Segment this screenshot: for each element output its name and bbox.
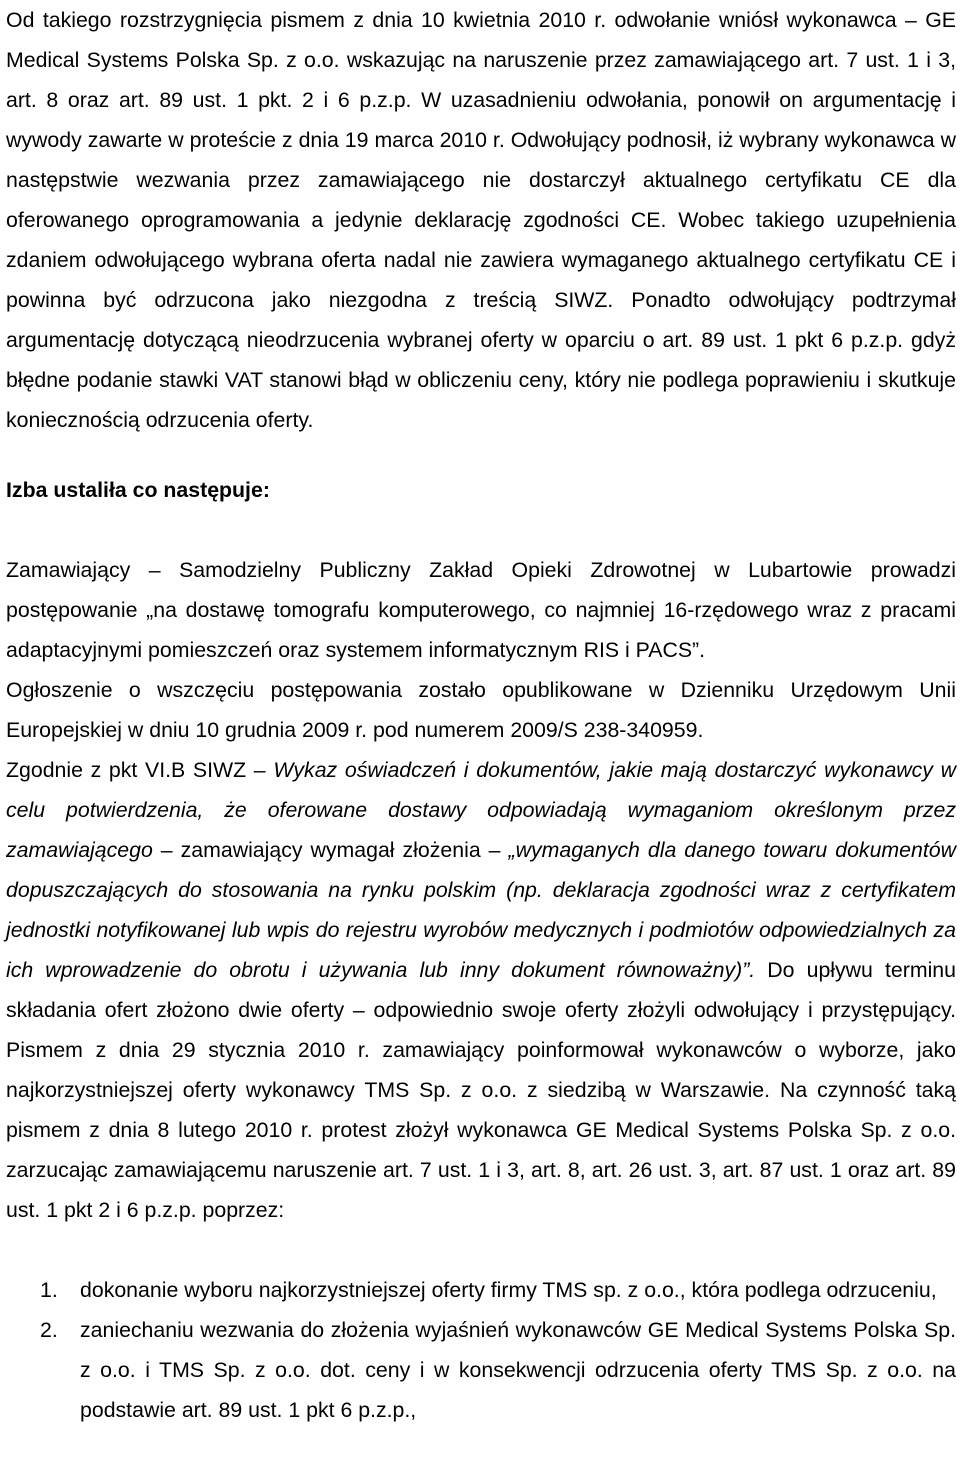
list-item-text: zaniechaniu wezwania do złożenia wyjaśnień wykonawców GE Medical Systems Polska Sp. z o.o. i TMS Sp. z o.o. dot. ceny i w konsekwencji odrzucenia oferty TMS Sp. z o.o. na podstawie art. 89 ust. 1 pkt 6 p.z.p., bbox=[80, 1318, 956, 1422]
list-item-number: 2. bbox=[40, 1318, 58, 1342]
siwz-quote-italic: „wymaganych dla danego towaru dokumentów dopuszczających do stosowania na rynku polskim (np. deklaracja zgodności wraz z certyfikatem jednostki notyfikowanej lub wpis do rejestru wyrobów medycznych i podmiotów odpowiedzialnych za ich wprowadzenie do obrotu i używania lub inny dokument równoważny)”. bbox=[6, 838, 956, 982]
list-item-text: dokonanie wyboru najkorzystniejszej oferty firmy TMS sp. z o.o., która podlega odrzuceniu, bbox=[80, 1278, 937, 1302]
paragraph-appeal: Od takiego rozstrzygnięcia pismem z dnia 10 kwietnia 2010 r. odwołanie wniósł wykonawca – GE Medical Systems Polska Sp. z o.o. wskazując na naruszenie przez zamawiającego art. 7 ust. 1 i 3, art. 8 oraz art. 89 ust. 1 pkt. 2 i 6 p.z.p. W uzasadnieniu odwołania, ponowił on argumentację i wywody zawarte w proteście z dnia 19 marca 2010 r. Odwołujący podnosił, iż wybrany wykonawca w następstwie wezwania przez zamawiającego nie dostarczył aktualnego certyfikatu CE dla oferowanego oprogramowania a jedynie deklarację zgodności CE. Wobec takiego uzupełnienia zdaniem odwołującego wybrana oferta nadal nie zawiera wymaganego aktualnego certyfikatu CE i powinna być odrzucona jako niezgodna z treścią SIWZ. Ponadto odwołujący podtrzymał argumentację dotyczącą nieodrzucenia wybranej oferty w oparciu o art. 89 ust. 1 pkt 6 p.z.p. gdyż błędne podanie stawki VAT stanowi błąd w obliczeniu ceny, który nie podlega poprawieniu i skutkuje koniecznością odrzucenia oferty. bbox=[6, 8, 956, 432]
siwz-title-italic: Wykaz oświadczeń i dokumentów, jakie mają dostarczyć wykonawcy w celu potwierdzenia, że oferowane dostawy odpowiadają wymaganiom określonym przez zamawiającego bbox=[6, 758, 956, 862]
paragraph-announcement: Ogłoszenie o wszczęciu postępowania zostało opublikowane w Dzienniku Urzędowym Unii Europejskiej w dniu 10 grudnia 2009 r. pod numerem 2009/S 238-340959. bbox=[6, 678, 956, 742]
list-item-number: 1. bbox=[40, 1278, 58, 1302]
list-item bbox=[0, 1310, 956, 1430]
list-item bbox=[0, 1270, 956, 1310]
paragraph-procedure: Zamawiający – Samodzielny Publiczny Zakład Opieki Zdrowotnej w Lubartowie prowadzi postępowanie „na dostawę tomografu komputerowego, co najmniej 16-rzędowego wraz z pracami adaptacyjnymi pomieszczeń oraz systemem informatycznym RIS i PACS”. bbox=[6, 558, 956, 662]
siwz-continuation-text: Do upływu terminu składania ofert złożono dwie oferty – odpowiednio swoje oferty złożyli odwołujący i przystępujący. Pismem z dnia 29 stycznia 2010 r. zamawiający poinformował wykonawców o wyborze, jako najkorzystniejszej oferty wykonawcy TMS Sp. z o.o. z siedzibą w Warszawie. Na czynność taką pismem z dnia 8 lutego 2010 r. protest złożył wykonawca GE Medical Systems Polska Sp. z o.o. zarzucając zamawiającemu naruszenie art. 7 ust. 1 i 3, art. 8, art. 26 ust. 3, art. 87 ust. 1 oraz art. 89 ust. 1 pkt 2 i 6 p.z.p. poprzez: bbox=[6, 958, 956, 1222]
siwz-intro-text: Zgodnie z pkt VI.B SIWZ – bbox=[6, 758, 274, 782]
protest-points-list bbox=[0, 1270, 956, 1430]
section-heading: Izba ustaliła co następuje: bbox=[6, 478, 270, 502]
paragraph-siwz bbox=[6, 750, 956, 1230]
siwz-requirement-text: – zamawiający wymagał złożenia – bbox=[152, 838, 509, 862]
